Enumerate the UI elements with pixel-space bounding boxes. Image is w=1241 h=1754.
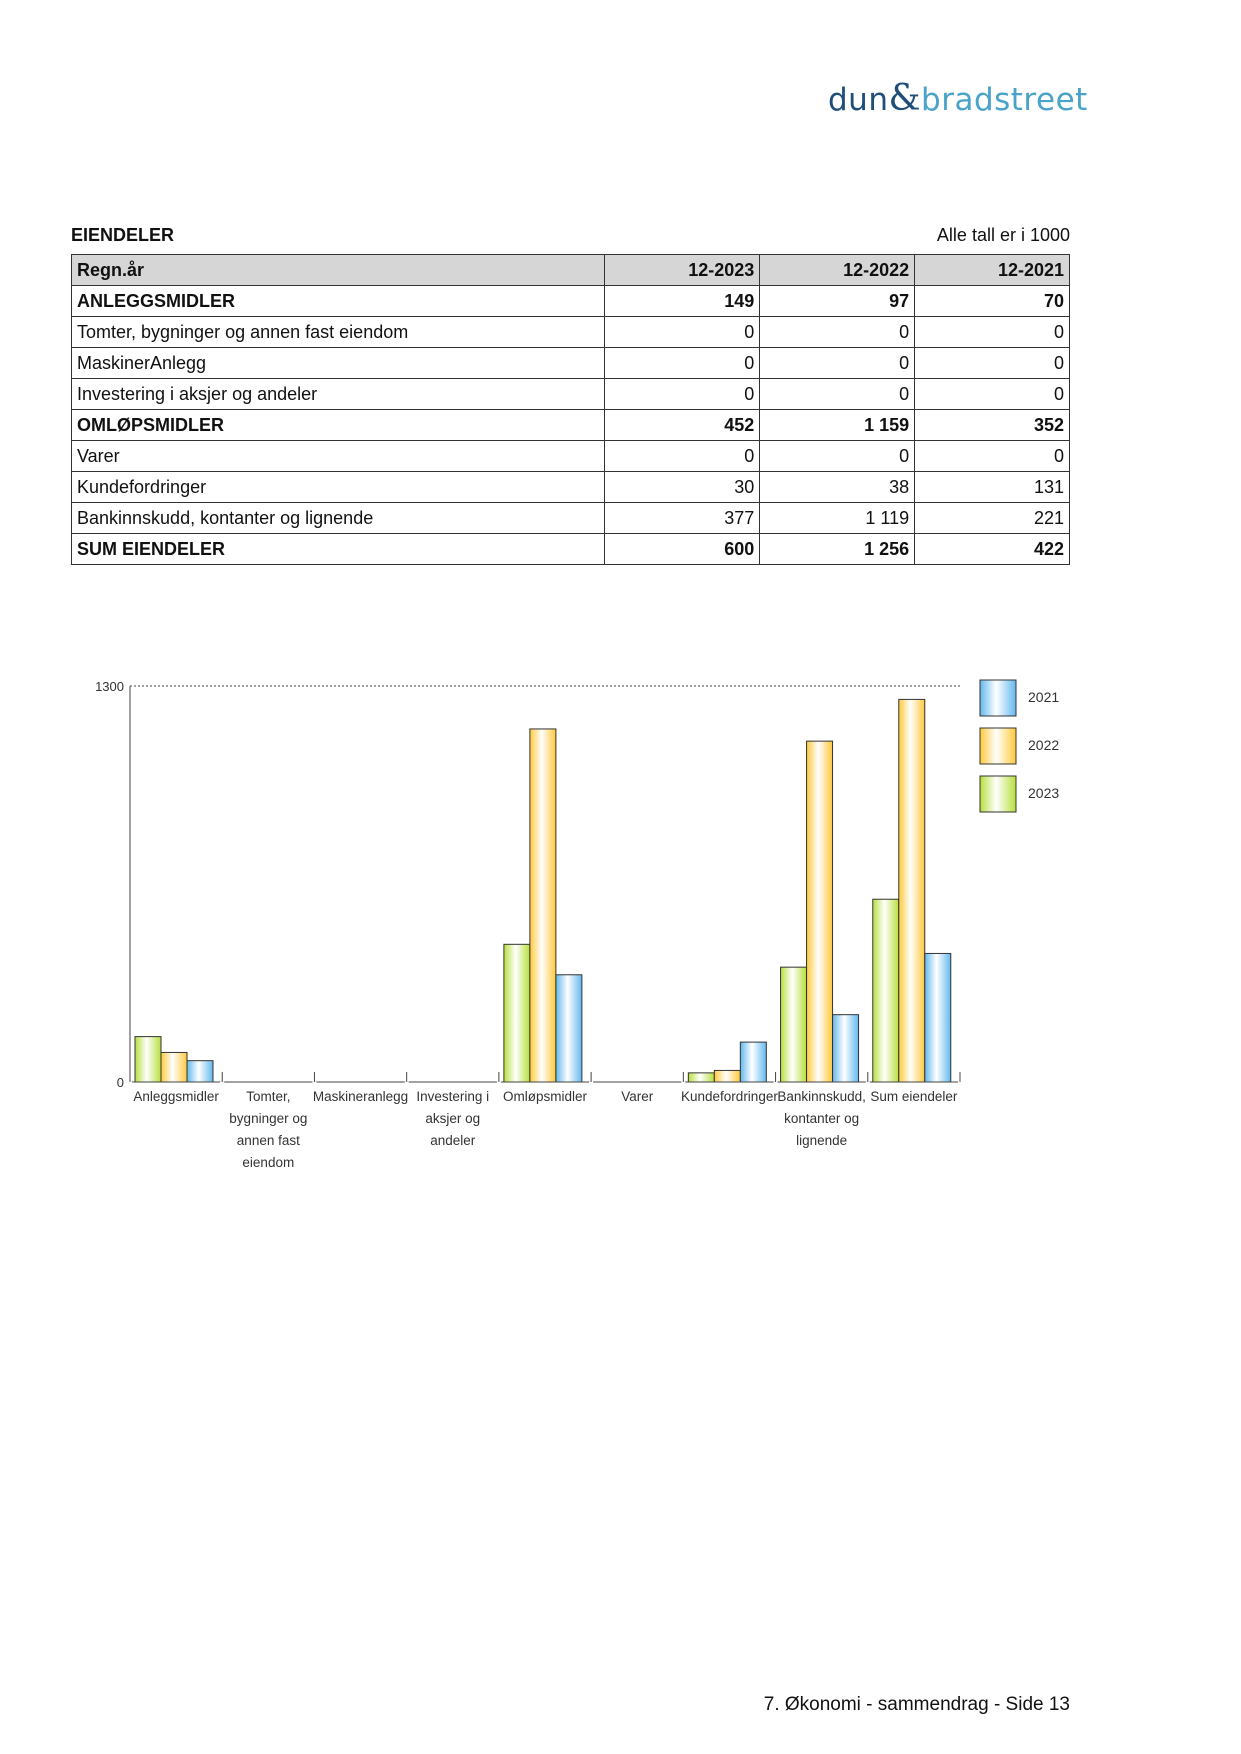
cell-2021: 0 — [915, 348, 1070, 379]
cell-2021: 0 — [915, 441, 1070, 472]
cell-2022: 1 119 — [760, 503, 915, 534]
assets-bar-chart — [80, 670, 1090, 1170]
y-tick-label: 0 — [116, 1075, 124, 1090]
x-tick-label — [777, 1089, 866, 1148]
x-tick-label-line: bygninger og — [229, 1111, 308, 1126]
cell-2022: 1 159 — [760, 410, 915, 441]
row-label: OMLØPSMIDLER — [72, 410, 605, 441]
bar-2022 — [899, 699, 925, 1082]
bar-2023 — [781, 967, 807, 1082]
cell-2021: 131 — [915, 472, 1070, 503]
x-tick-label — [503, 1089, 588, 1104]
cell-2021: 352 — [915, 410, 1070, 441]
x-tick-label — [313, 1089, 408, 1104]
cell-2023: 0 — [605, 441, 760, 472]
table-body — [72, 286, 1070, 565]
bar-2023 — [688, 1073, 714, 1082]
row-label: ANLEGGSMIDLER — [72, 286, 605, 317]
row-label: SUM EIENDELER — [72, 534, 605, 565]
column-header-label: Regn.år — [72, 255, 605, 286]
x-tick-label-line: Sum eiendeler — [870, 1089, 958, 1104]
cell-2021: 0 — [915, 379, 1070, 410]
table-row — [72, 317, 1070, 348]
unit-note: Alle tall er i 1000 — [936, 225, 1070, 245]
logo-part-dun: dun — [828, 82, 889, 118]
x-tick-label — [681, 1089, 778, 1104]
logo-part-bradstreet: bradstreet — [921, 82, 1088, 118]
cell-2023: 149 — [605, 286, 760, 317]
x-tick-label-line: annen fast — [236, 1133, 300, 1148]
column-header-2022: 12-2022 — [760, 255, 915, 286]
table-header-row — [72, 255, 1070, 286]
row-label: Tomter, bygninger og annen fast eiendom — [72, 317, 605, 348]
x-tick-label-line: aksjer og — [425, 1111, 481, 1126]
x-tick-label-line: Kundefordringer — [681, 1089, 778, 1104]
assets-table — [71, 254, 1070, 565]
cell-2023: 452 — [605, 410, 760, 441]
row-label: Kundefordringer — [72, 472, 605, 503]
cell-2023: 0 — [605, 317, 760, 348]
x-tick-label-line: andeler — [430, 1133, 476, 1148]
cell-2023: 377 — [605, 503, 760, 534]
bar-2023 — [135, 1037, 161, 1082]
x-tick-label-line: lignende — [796, 1133, 848, 1148]
bar-2022 — [807, 741, 833, 1082]
cell-2022: 38 — [760, 472, 915, 503]
cell-2022: 0 — [760, 317, 915, 348]
cell-2023: 30 — [605, 472, 760, 503]
x-tick-label-line: Maskineranlegg — [312, 1089, 409, 1104]
table-row — [72, 410, 1070, 441]
logo-ampersand: & — [888, 78, 922, 119]
x-tick-label-line: eiendom — [242, 1155, 295, 1170]
x-tick-label-line: Varer — [621, 1089, 654, 1104]
cell-2022: 0 — [760, 441, 915, 472]
legend-swatch-2023 — [980, 776, 1016, 812]
x-tick-label — [133, 1089, 219, 1104]
bar-2021 — [833, 1015, 859, 1082]
legend-label-2021: 2021 — [1028, 689, 1060, 705]
cell-2021: 70 — [915, 286, 1070, 317]
bar-2022 — [714, 1070, 740, 1082]
cell-2022: 0 — [760, 379, 915, 410]
table-row — [72, 379, 1070, 410]
column-header-2021: 12-2021 — [915, 255, 1070, 286]
cell-2021: 221 — [915, 503, 1070, 534]
bar-2021 — [556, 975, 582, 1082]
x-tick-label-line: Tomter, — [246, 1089, 291, 1104]
row-label: Investering i aksjer og andeler — [72, 379, 605, 410]
page-footer: 7. Økonomi - sammendrag - Side 13 — [763, 1694, 1070, 1715]
y-tick-label: 1300 — [95, 679, 124, 694]
table-row — [72, 348, 1070, 379]
cell-2021: 422 — [915, 534, 1070, 565]
cell-2022: 97 — [760, 286, 915, 317]
table-row — [72, 286, 1070, 317]
cell-2021: 0 — [915, 317, 1070, 348]
cell-2023: 600 — [605, 534, 760, 565]
legend-swatch-2022 — [980, 728, 1016, 764]
x-tick-label — [229, 1089, 307, 1170]
x-tick-label — [416, 1089, 489, 1148]
column-header-2023: 12-2023 — [605, 255, 760, 286]
bar-2022 — [530, 729, 556, 1082]
cell-2023: 0 — [605, 348, 760, 379]
cell-2022: 0 — [760, 348, 915, 379]
table-row — [72, 503, 1070, 534]
bar-2023 — [504, 944, 530, 1082]
bar-2022 — [161, 1052, 187, 1082]
bar-2021 — [740, 1042, 766, 1082]
x-tick-label-line: kontanter og — [784, 1111, 860, 1126]
x-tick-label-line: Omløpsmidler — [502, 1089, 588, 1104]
bar-2021 — [187, 1061, 213, 1082]
table-row — [72, 441, 1070, 472]
row-label: Bankinnskudd, kontanter og lignende — [72, 503, 605, 534]
legend-label-2022: 2022 — [1028, 737, 1060, 753]
bar-2023 — [873, 899, 899, 1082]
cell-2023: 0 — [605, 379, 760, 410]
x-tick-label-line: Investering i — [416, 1089, 490, 1104]
table-row — [72, 534, 1070, 565]
table-row — [72, 472, 1070, 503]
cell-2022: 1 256 — [760, 534, 915, 565]
section-title: EIENDELER — [71, 225, 175, 245]
x-tick-label-line: Bankinnskudd, — [777, 1089, 866, 1104]
x-tick-label — [870, 1089, 958, 1104]
company-logo — [828, 78, 1088, 122]
row-label: Varer — [72, 441, 605, 472]
x-tick-label-line: Anleggsmidler — [133, 1089, 219, 1104]
bar-2021 — [925, 953, 951, 1082]
row-label: MaskinerAnlegg — [72, 348, 605, 379]
x-tick-label — [621, 1089, 654, 1104]
legend-label-2023: 2023 — [1028, 785, 1060, 801]
legend-swatch-2021 — [980, 680, 1016, 716]
